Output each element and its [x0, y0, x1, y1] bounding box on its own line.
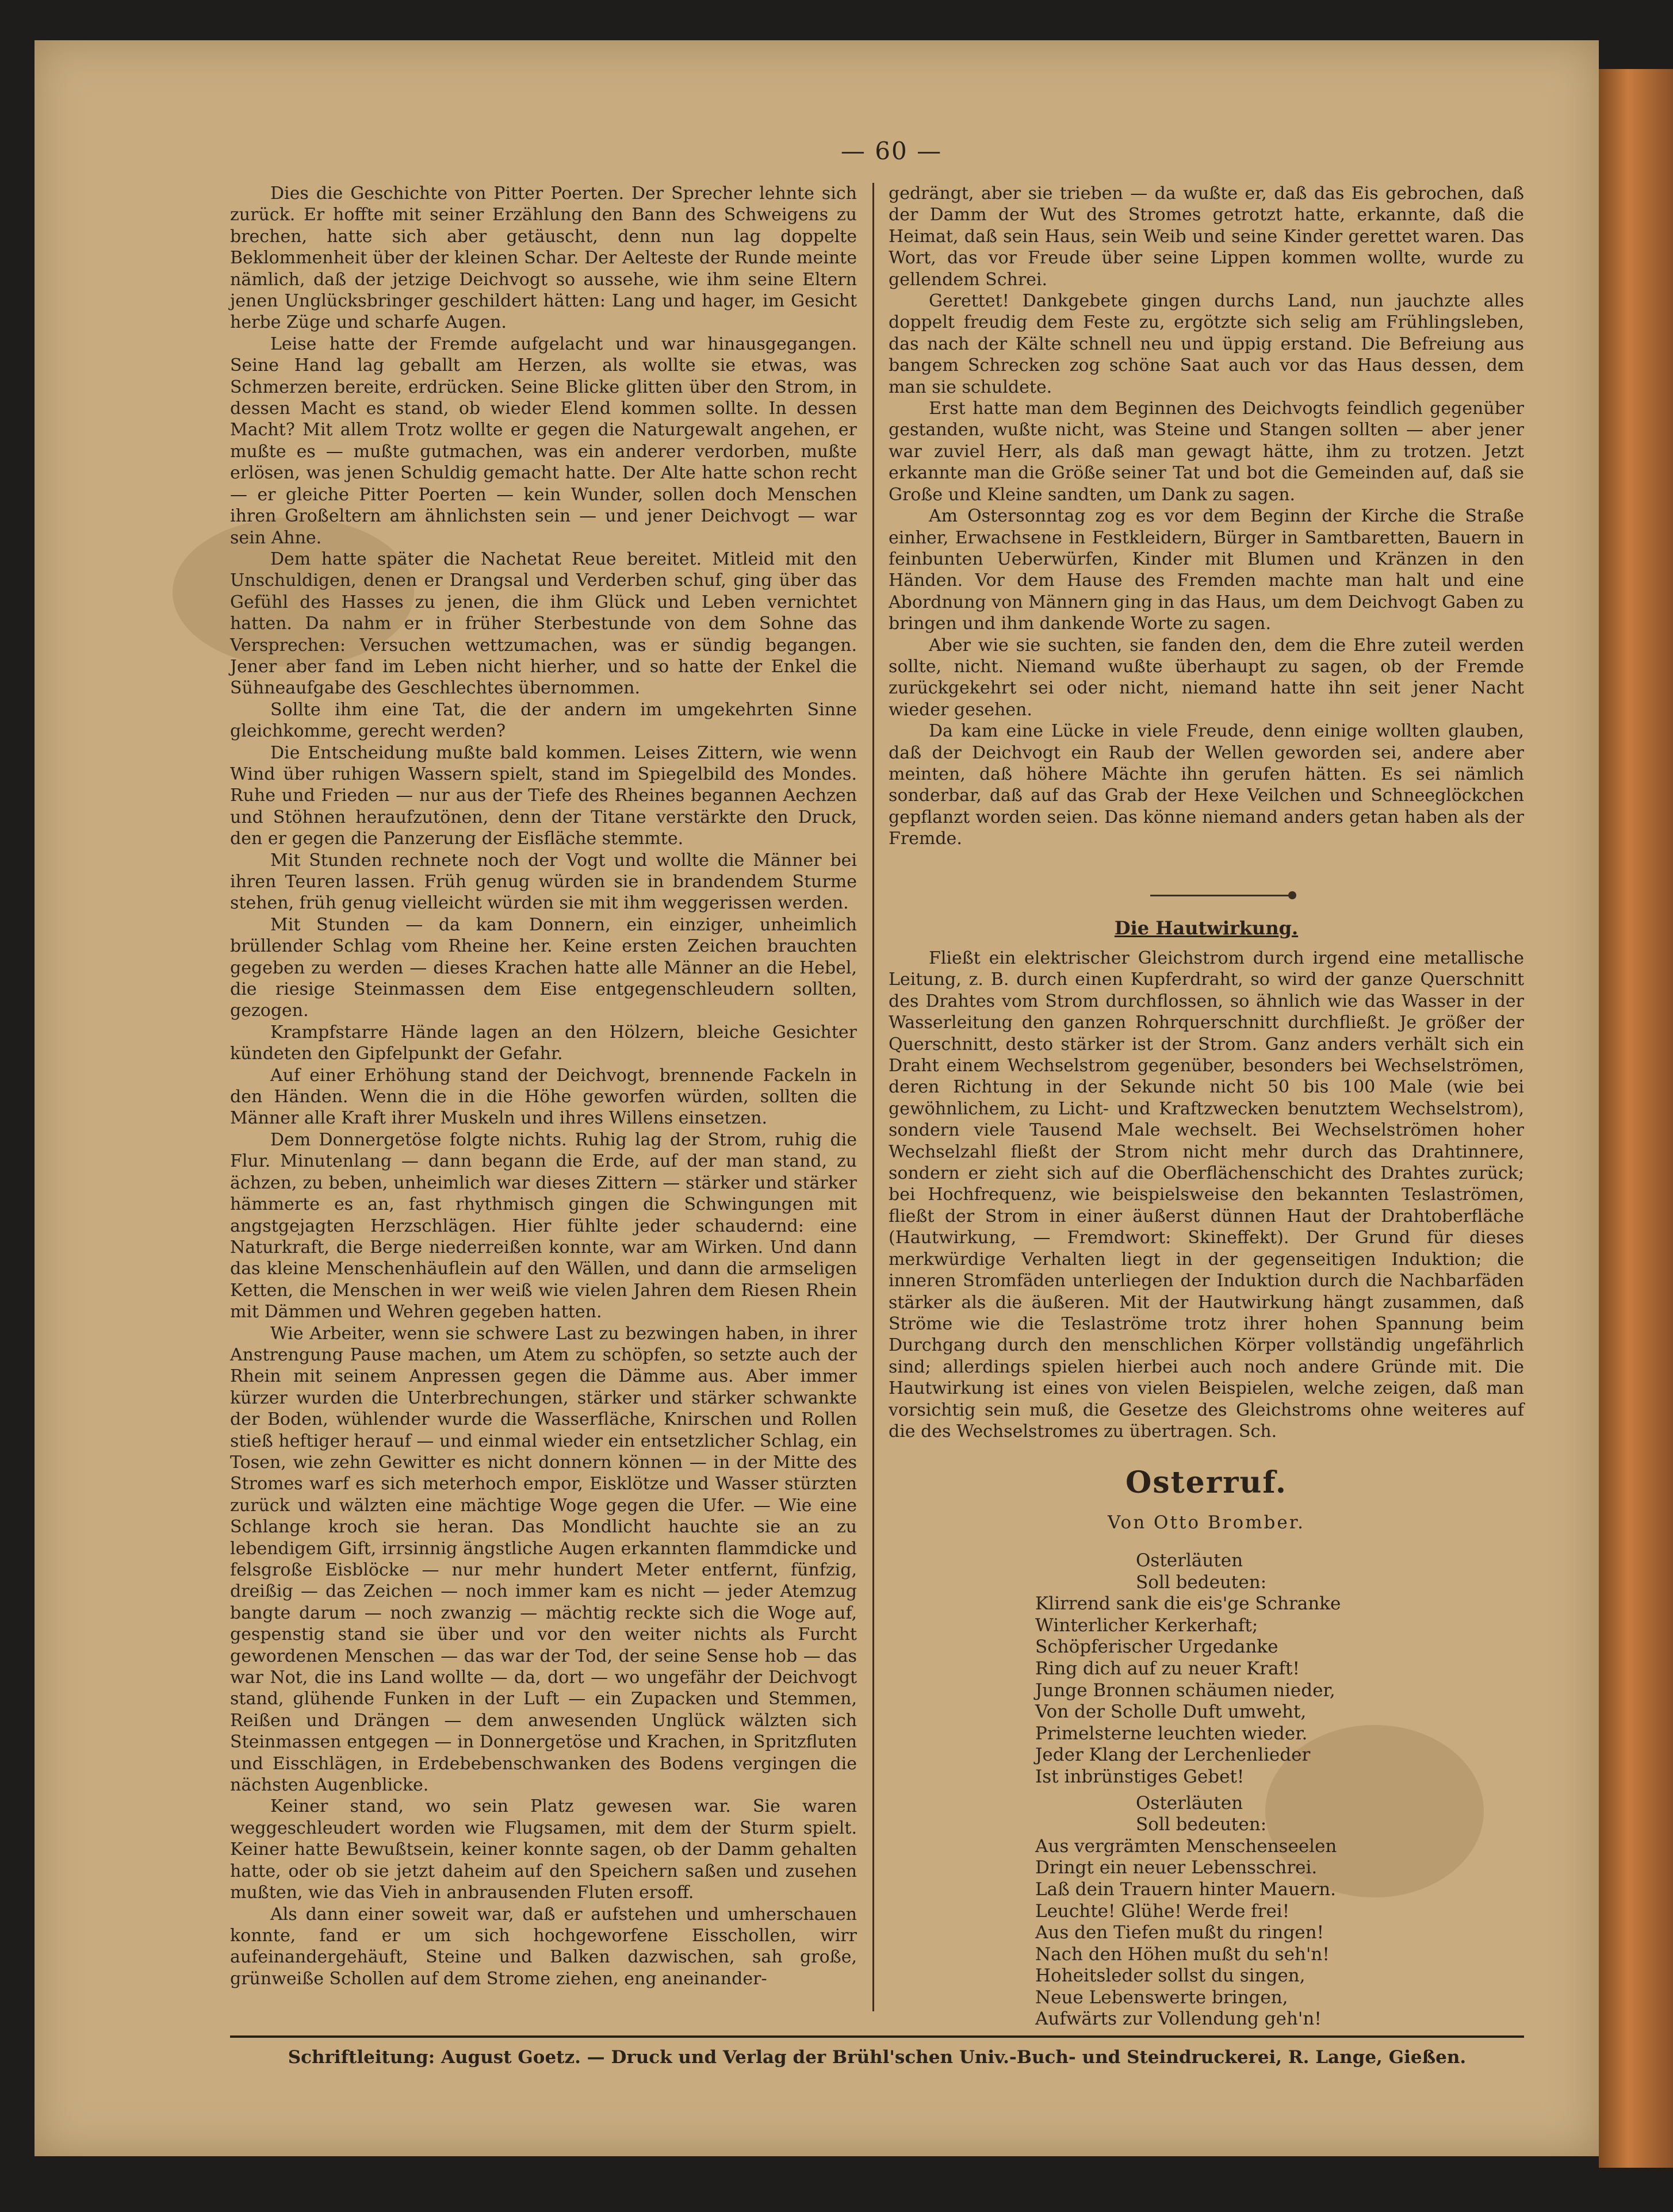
book-edge [1599, 69, 1673, 2168]
poem-line: Neue Lebenswerte bringen, [1035, 1987, 1288, 2008]
article-body [889, 948, 1524, 1442]
paragraph: Wie Arbeiter, wenn sie schwere Last zu bezwingen haben, in ihrer Anstrengung Pause machen, um Atem zu schöpfen, so setzte auch der Rhein mit seinem Anpressen gegen die Dämme aus. Aber immer kürzer wurden die Unterbrechungen, stärker und stärker schwankte der Boden, wühlender wurde die Wasserfläche, Knirschen und Rollen stieß heftiger herauf — und einmal wieder ein entsetzlicher Schlag, ein Tosen, wie zehn Gewitter es nicht donnern können — in der Mitte des Stromes warf es sich meterhoch empor, Eisklötze und Wasser stürzten zurück und wälzten eine mächtige Woge gegen die Ufer. — Wie eine Schlange kroch sie heran. Das Mondlicht hauchte sie an zu lebendigem Gift, irrsinnig ängstliche Augen erkannten flammdicke und felsgroße Eisblöcke — nur mehr hundert Meter entfernt, fünfzig, dreißig — das Zeichen — noch immer kam es nicht — jeder Atemzug bangte darum — noch zwanzig — mächtig reckte sich die Woge auf, gespenstig stand sie über und vor den weiter nichts als Furcht gewordenen Menschen — das war der Tod, der seine Sense hob — das war Not, die ins Land wollte — da, dort — wo ungefähr der Deichvogt stand, glühende Funken in der Luft — ein Zupacken und Stemmen, Reißen und Drängen — dem anwesenden Unglück wälzten sich Steinmassen entgegen — in Donnergetöse und Krachen, in Spritzfluten und Eisschlägen, in Erdebebenschwanken des Bodens vergingen die nächsten Augenblicke. [230, 1323, 857, 1796]
column-divider [872, 183, 874, 2011]
paragraph: Fließt ein elektrischer Gleichstrom durch irgend eine metallische Leitung, z. B. durch einen Kupferdraht, so wird der ganze Querschnitt des Drahtes vom Strom durchflossen, so ähnlich wie das Wasser in der Wasserleitung den ganzen Rohrquerschnitt durchfließt. Je größer der Querschnitt, desto stärker ist der Strom. Ganz anders verhält sich ein Draht einem Wechselstrom gegenüber, besonders bei Wechselströmen, deren Richtung in der Sekunde nicht 50 bis 100 Male (wie bei gewöhnlichem, zu Licht- und Kraftzwecken benutztem Wechselstrom), sondern viele Tausend Male wechselt. Bei Wechselströmen hoher Wechselzahl fließt der Strom nicht mehr durch das Drahtinnere, sondern er zieht sich auf die Oberflächenschicht des Drahtes zurück; bei Hochfrequenz, wie beispielsweise den bekannten Teslaströmen, fließt der Strom in einer äußerst dünnen Haut der Drahtoberfläche (Hautwirkung, — Fremdwort: Skineffekt). Der Grund für dieses merkwürdige Verhalten liegt in der gegenseitigen Induktion; die inneren Stromfäden unterliegen der Induktion durch die Nachbarfäden stärker als die äußeren. Mit der Hautwirkung hängt zusammen, daß Ströme wie die Teslaströme trotz ihrer hohen Spannung beim Durchgang durch den menschlichen Körper vollständig ungefährlich sind; allerdings spielen hierbei auch noch andere Gründe mit. Die Hautwirkung ist eines von vielen Beispielen, welche zeigen, daß man vorsichtig sein muß, die Gesetze des Gleichstroms ohne weiteres auf die des Wechselstromes zu übertragen. Sch. [889, 948, 1524, 1442]
poem-line: Von der Scholle Duft umweht, [1035, 1701, 1307, 1723]
poem-line: Primelsterne leuchten wieder. [1035, 1723, 1308, 1744]
separator-dot [1288, 891, 1296, 899]
poem-line: Ist inbrünstiges Gebet! [1035, 1766, 1245, 1787]
poem-line: Soll bedeuten: [1136, 1814, 1267, 1835]
imprint-footer: Schriftleitung: August Goetz. — Druck und Verlag der Brühl'schen Univ.-Buch- und Steindruckerei, R. Lange, Gießen. [288, 2047, 1467, 2068]
paragraph: Dem Donnergetöse folgte nichts. Ruhig lag der Strom, ruhig die Flur. Minutenlang — dann begann die Erde, auf der man stand, zu ächzen, zu beben, unheimlich war dieses Zittern — stärker und stärker hämmerte es an, fast rhythmisch gingen die Schwingungen mit angstgejagten Herzschlägen. Hier fühlte jeder schaudernd: eine Naturkraft, die Berge niederreißen konnte, war am Wirken. Und dann das kleine Menschenhäuflein auf den Wällen, und dann die armseligen Ketten, die Menschen in wer weiß wie vielen Jahren dem Riesen Rhein mit Dämmen und Wehren gegeben hatten. [230, 1129, 857, 1322]
poem-line: Soll bedeuten: [1136, 1571, 1267, 1593]
poem-line: Dringt ein neuer Lebensschrei. [1035, 1857, 1318, 1879]
paragraph: Die Entscheidung mußte bald kommen. Leises Zittern, wie wenn Wind über ruhigen Wassern spielt, stand im Spiegelbild des Mondes. Ruhe und Frieden — nur aus der Tiefe des Rheines begannen Aechzen und Stöhnen heraufzutönen, denn der Titane verstärkte den Druck, den er gegen die Panzerung der Eisfläche stemmte. [230, 742, 857, 849]
paragraph: Als dann einer soweit war, daß er aufstehen und umherschauen konnte, fand er um sich hochgeworfene Eisschollen, wirr aufeinandergehäuft, Steine und Balken dazwischen, sah große, grünweiße Schollen auf dem Strome ziehen, eng aneinander- [230, 1904, 857, 1989]
poem-line: Hoheitsleder sollst du singen, [1035, 1965, 1306, 1987]
poem-line: Osterläuten [1136, 1550, 1243, 1571]
right-column [889, 183, 1524, 850]
paragraph: Auf einer Erhöhung stand der Deichvogt, brennende Fackeln in den Händen. Wenn die in die Höhe geworfen würden, sollten die Männer alle Kraft ihrer Muskeln und ihres Willens einsetzen. [230, 1065, 857, 1129]
paragraph: Aber wie sie suchten, sie fanden den, dem die Ehre zuteil werden sollte, nicht. Niemand wußte überhaupt zu sagen, ob der Fremde zurückgekehrt sei oder nicht, niemand hatte ihn seit jener Nacht wieder gesehen. [889, 635, 1524, 720]
paragraph: Am Ostersonntag zog es vor dem Beginn der Kirche die Straße einher, Erwachsene in Festkleidern, Bürger in Samtbaretten, Bauern in feinbunten Ueberwürfen, Kinder mit Blumen und Kränzen in den Händen. Vor dem Hause des Fremden machte man halt und eine Abordnung von Männern ging in das Haus, um dem Deichvogt Gaben zu bringen und ihm dankende Worte zu sagen. [889, 506, 1524, 634]
paragraph: Dies die Geschichte von Pitter Poerten. Der Sprecher lehnte sich zurück. Er hoffte mit seiner Erzählung den Bann des Schweigens zu brechen, hatte sich aber getäuscht, denn nun lag doppelte Beklommenheit über der kleinen Schar. Der Aelteste der Runde meinte nämlich, daß der jetzige Deichvogt so aussehe, wie ihm seine Eltern jenen Unglücksbringer geschildert hätten: Lang und hager, im Gesicht herbe Züge und scharfe Augen. [230, 183, 857, 333]
page-number: — 60 — [840, 137, 943, 165]
paragraph: Dem hatte später die Nachetat Reue bereitet. Mitleid mit den Unschuldigen, denen er Drangsal und Verderben schuf, ging über das Gefühl des Hasses zu jenen, die ihm Glück und Leben vernichtet hatten. Da nahm er in früher Sterbestunde von dem Sohne das Versprechen: Versuchen wettzumachen, was er sündig begangen. Jener aber fand im Leben nicht hierher, und so hatte der Enkel die Sühneaufgabe des Geschlechtes übernommen. [230, 549, 857, 699]
poem-line: Schöpferischer Urgedanke [1035, 1636, 1278, 1658]
footer-rule [230, 2035, 1524, 2038]
poem-title: Osterruf. [1125, 1465, 1287, 1500]
paragraph: Gerettet! Dankgebete gingen durchs Land, nun jauchzte alles doppelt freudig dem Feste zu, ergötzte sich selig am Frühlingsleben, das nach der Kälte schnell neu und üppig erstand. Die Befreiung aus bangem Schrecken zog schöne Saat auch vor das Haus dessen, dem man sie schuldete. [889, 291, 1524, 397]
paragraph: Mit Stunden — da kam Donnern, ein einziger, unheimlich brüllender Schlag vom Rheine her. Keine ersten Zeichen brauchten gegeben zu werden — dieses Krachen hatte alle Männer an die Hebel, die riesige Steinmassen dem Eise entgegenschleudern sollten, gezogen. [230, 914, 857, 1021]
poem-line: Aufwärts zur Vollendung geh'n! [1035, 2008, 1322, 2030]
poem-line: Laß dein Trauern hinter Mauern. [1035, 1879, 1336, 1900]
paragraph: Krampfstarre Hände lagen an den Hölzern, bleiche Gesichter kündeten den Gipfelpunkt der Gefahr. [230, 1022, 857, 1064]
poem-line: Junge Bronnen schäumen nieder, [1035, 1680, 1335, 1701]
poem-line: Nach den Höhen mußt du seh'n! [1035, 1943, 1330, 1965]
poem-line: Leuchte! Glühe! Werde frei! [1035, 1900, 1290, 1922]
article-title: Die Hautwirkung. [1114, 917, 1299, 939]
paragraph: Mit Stunden rechnete noch der Vogt und wollte die Männer bei ihren Teuren lassen. Früh genug würden sie in brandendem Sturme stehen, früh genug vielleicht würden sie mit ihm weggerissen werden. [230, 850, 857, 914]
poem-line: Osterläuten [1136, 1792, 1243, 1814]
paragraph: Leise hatte der Fremde aufgelacht und war hinausgegangen. Seine Hand lag geballt am Herzen, als wollte sie etwas, was Schmerzen bereite, erdrücken. Seine Blicke glitten über den Strom, in dessen Macht es stand, ob wieder Elend kommen sollte. In dessen Macht? Mit allem Trotz wollte er gegen die Naturgewalt angehen, er mußte es — mußte gutmachen, was ein anderer verdorben, mußte erlösen, was jenen Schuldig gemacht hatte. Der Alte hatte schon recht — er gleiche Pitter Poerten — kein Wunder, sollen doch Menschen ihren Großeltern am ähnlichsten sein — und jener Deichvogt — war sein Ahne. [230, 333, 857, 548]
poem-line: Ring dich auf zu neuer Kraft! [1035, 1658, 1300, 1679]
poem-line: Aus vergrämten Menschenseelen [1035, 1835, 1337, 1857]
poem-body [1035, 1550, 1495, 2030]
left-column [230, 183, 857, 1989]
poem-line: Winterlicher Kerkerhaft; [1035, 1615, 1258, 1636]
paragraph: Da kam eine Lücke in viele Freude, denn einige wollten glauben, daß der Deichvogt ein Raub der Wellen geworden sei, andere aber meinten, daß höhere Mächte ihn gerufen hätten. Es sei nämlich sonderbar, daß auf das Grab der Hexe Veilchen und Schneeglöckchen gepflanzt worden seien. Das könne niemand anders getan haben als der Fremde. [889, 721, 1524, 849]
paragraph: Sollte ihm eine Tat, die der andern im umgekehrten Sinne gleichkomme, gerecht werden? [230, 699, 857, 742]
section-separator [1150, 895, 1294, 896]
poem-line: Jeder Klang der Lerchenlieder [1035, 1745, 1311, 1766]
poem-line: Aus den Tiefen mußt du ringen! [1035, 1922, 1324, 1943]
paragraph: Keiner stand, wo sein Platz gewesen war. Sie waren weggeschleudert worden wie Flugsamen, mit dem der Sturm spielt. Keiner hatte Bewußtsein, keiner konnte sagen, ob der Damm gehalten hatte, oder ob sie jetzt daheim auf den Speichern saßen und zusehen mußten, wie das Vieh in anbrausenden Fluten ersoff. [230, 1796, 857, 1903]
poem-author: Von Otto Bromber. [1108, 1512, 1305, 1533]
poem-line: Klirrend sank die eis'ge Schranke [1035, 1593, 1341, 1615]
paragraph: gedrängt, aber sie trieben — da wußte er, daß das Eis gebrochen, daß der Damm der Wut des Stromes getrotzt hatte, erkannte, daß die Heimat, daß sein Haus, sein Weib und seine Kinder gerettet waren. Das Wort, das vor Freude über seine Lippen kommen wollte, wurde zu gellendem Schrei. [889, 183, 1524, 290]
paragraph: Erst hatte man dem Beginnen des Deichvogts feindlich gegenüber gestanden, wußte nicht, was Steine und Stangen sollten — aber jener war zuviel Herr, als daß man gewagt hätte, ihm zu trotzen. Jetzt erkannte man die Größe seiner Tat und bot die Gemeinden auf, daß sie Große und Kleine sandten, um Dank zu sagen. [889, 398, 1524, 505]
